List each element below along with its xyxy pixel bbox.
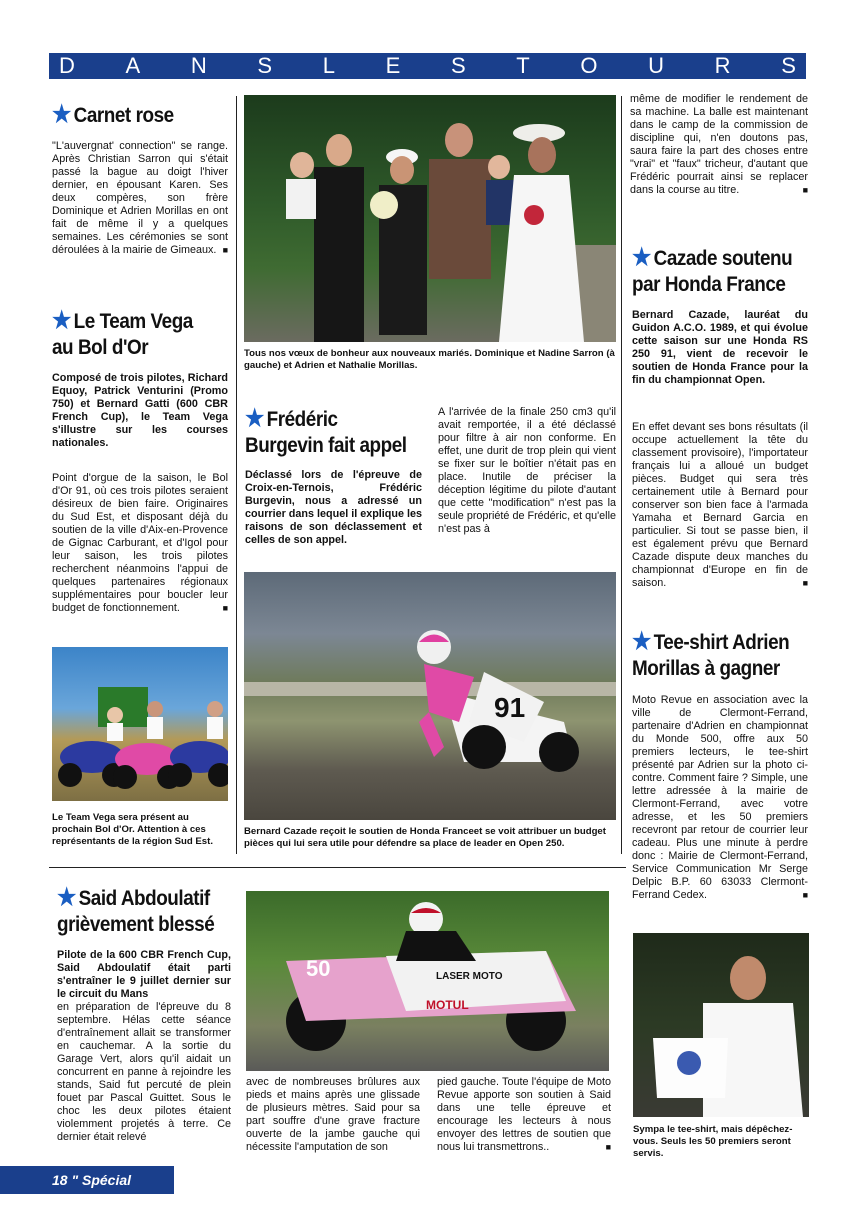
vega-bikes-illustration (52, 647, 228, 801)
teeshirt-illustration (633, 933, 809, 1117)
cazade-bike-illustration (244, 572, 616, 820)
banner-letter: D (59, 53, 75, 78)
said-bike-illustration (246, 891, 609, 1071)
sponsor-decal: MOTUL (426, 998, 469, 1012)
star-icon: ★ (57, 884, 76, 911)
star-icon: ★ (632, 628, 651, 655)
banner-letter: O (580, 53, 598, 78)
cazade-photo (244, 572, 616, 820)
said-lead: Pilote de la 600 CBR French Cup, Said Abdoulatif était parti s'entraîner le 9 juillet dernier sur le circuit du Mans (57, 949, 231, 1000)
said-col3: pied gauche. Toute l'équipe de Moto Revue apporte son soutien à Said dans une telle épreuve et encourage les lecteurs à nous envoyer des lettres de soutien que nous lui transmettrons.. ■ (437, 1076, 611, 1154)
vega-photo (52, 647, 228, 801)
cazade-caption: Bernard Cazade reçoit le soutien de Honda Franceet se voit attribuer un budget pièces qui lui sera utile pour défendre sa place de leader en Open 250. (244, 826, 606, 849)
teeshirt-title: ★ Tee-shirt Adrien Morillas à gagner (632, 628, 790, 680)
carnet-body: "L'auvergnat' connection" se range. Après Christian Sarron qui s'était passé la bague au doigt l'hiver dernier, en épousant Karen. Ses deux compères, son frère Dominique et Adrien Morillas en ont fait de même il y a quelques semaines. Les cérémonies se sont déroulées à la mairie de Gimeaux. ■ (52, 140, 228, 257)
banner-letter: L (322, 53, 335, 78)
vega-title: ★ Le Team Vega au Bol d'Or (52, 307, 193, 359)
column-rule (621, 96, 622, 854)
said-body: en préparation de l'épreuve du 8 septembre. Hélas cette séance d'entraînement allait se transformer en cauchemar. A la sortie du Garage Vert, alors qu'il aidait un concurrent en panne à rejoindre les stands, Said fut percuté de plein fouet par Pascal Guittet. Sous le choc les deux pilotes étaient violemment projetés à terre. Ce dernier était relevé (57, 1001, 231, 1143)
cazade-title: ★ Cazade soutenu par Honda France (632, 244, 793, 296)
banner-letter: N (190, 53, 207, 78)
section-divider (49, 867, 626, 868)
vega-lead: Composé de trois pilotes, Richard Equoy, Patrick Venturini (Promo 750) et Bernard Gatti (600 CBR French Cup), le Team Vega s'illustre sur les courses nationales. (52, 372, 228, 449)
star-icon: ★ (632, 244, 651, 271)
star-icon: ★ (52, 101, 71, 128)
wedding-photo (244, 95, 616, 342)
frederic-cont: même de modifier le rendement de sa machine. La balle est maintenant dans le camp de la commission de discipline qui, n'en doutons pas, saura faire la part des choses entre "vrai" et "faux" tricheur, d'autant que Frédéric pourrait ainsi se replacer dans la course au titre. ■ (630, 93, 808, 197)
vega-caption: Le Team Vega sera présent au prochain Bol d'Or. Attention à ces représentants de la région Sud Est. (52, 812, 214, 847)
frederic-lead: Déclassé lors de l'épreuve de Croix-en-Ternois, Frédéric Burgevin, nous a adressé un courrier dans lequel il explique les raisons de son déclassement et celles de son appel. (245, 469, 423, 546)
banner-letter: E (385, 53, 401, 78)
cazade-body: En effet devant ses bons résultats (il occupe actuellement la tête du classement provisoire), l'importateur français lui a alloué un budget pièces. Budget qui sera très certainement utile à Bernard pour conserver son bien face à l'armada Yamaha et Bernard Garcia en particulier. Si tout se passe bien, il est également prévu que Bernard Cazade dispute deux manches du championnat d'Europe en fin de saison. ■ (632, 421, 808, 590)
star-icon: ★ (52, 307, 71, 334)
banner-letter: S (781, 53, 796, 78)
banner-letter: R (714, 53, 731, 78)
star-icon: ★ (245, 405, 264, 432)
said-col2: avec de nombreuses brûlures aux pieds et mains après une glissade de plusieurs mètres. Said pour sa part souffre d'une grave fracture ouverte de la jambe gauche qui nécessite l'amputation de son (246, 1076, 420, 1153)
page-footer: 18 " Spécial Vacances " (0, 1166, 174, 1194)
banner-letter: A (125, 53, 141, 78)
column-rule (236, 96, 237, 854)
frederic-body: A l'arrivée de la finale 250 cm3 qu'il avait remportée, il a été déclassé pour filtre à air non conforme. En effet, une durit de trop plein qui vient se fixer sur le boîtier n'était pas en place. Inutile de préciser la déception légitime du pilote d'autant que cette "modification" n'est pas la seule propriété de Frédéric, et qu'elle n'est pas à (438, 406, 616, 535)
section-banner (49, 53, 806, 79)
bike-number: 91 (494, 692, 526, 723)
cazade-lead: Bernard Cazade, lauréat du Guidon A.C.O. 1989, et qui évolue cette saison sur une Honda RS 250 91, vient de recevoir le soutien de Honda France pour la fin du championnat Open. (632, 309, 808, 386)
carnet-title: ★ Carnet rose (52, 101, 174, 128)
vega-body: Point d'orgue de la saison, le Bol d'Or 91, où ces trois pilotes seraient désireux de bien faire. Originaires du Sud Est, et disposant déjà du soutien de la ville d'Aix-en-Provence de Gignac Carburant, et d'Igol pour leur saison, les trois pilotes recherchent néanmoins l'appui de quelques partenaires régionaux supplémentaires pour boucler leur budget de fonctionnement. ■ (52, 472, 228, 615)
frederic-title: ★ Frédéric Burgevin fait appel (245, 405, 407, 457)
sponsor-decal: LASER MOTO (436, 971, 503, 982)
banner-letter: U (648, 53, 665, 78)
said-photo (246, 891, 609, 1071)
wedding-group-illustration (244, 95, 616, 342)
said-title: ★ Said Abdoulatif grièvement blessé (57, 884, 215, 936)
wedding-caption: Tous nos vœux de bonheur aux nouveaux mariés. Dominique et Nadine Sarron (à gauche) et Adrien et Nathalie Morillas. (244, 348, 615, 371)
banner-letter: T (516, 53, 530, 78)
teeshirt-caption: Sympa le tee-shirt, mais dépêchez-vous. Seuls les 50 premiers seront servis. (633, 1124, 793, 1159)
bike-number: 50 (306, 956, 331, 981)
banner-letter: S (450, 53, 466, 78)
teeshirt-body: Moto Revue en association avec la ville de Clermont-Ferrand, partenaire d'Adrien en championnat du Monde 500, offre aux 50 premiers lecteurs, le tee-shirt présenté par Adrien sur la photo ci-contre. Comment faire ? Simple, une lettre adressée à la mairie de Clermont-Ferrand, avec votre adresse, et les 50 premiers recevront par retour de courrier leur cadeau. Plus une minute à perdre donc : Mairie de Clermont-Ferrand, Service Communication Mr Serge Delpic B.P. 60 63033 Clermont-Ferrand Cedex. ■ (632, 694, 808, 902)
teeshirt-photo (633, 933, 809, 1117)
banner-letter: S (257, 53, 273, 78)
